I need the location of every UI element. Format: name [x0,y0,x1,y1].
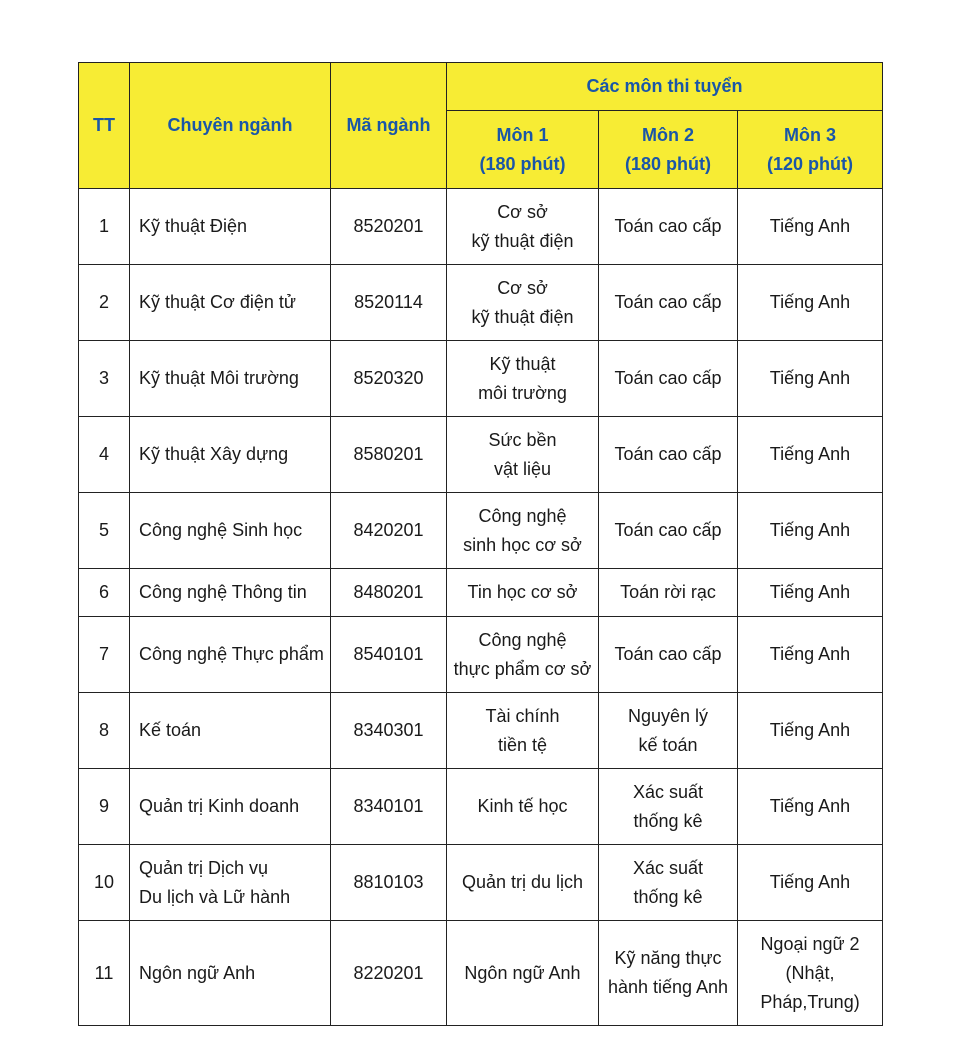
subject-1-name: Môn 1 [496,124,549,145]
cell-subject-1-line: kỹ thuật điện [471,230,574,251]
header-subject-1 [447,111,599,189]
subject-1-duration: (180 phút) [479,153,566,174]
cell-subject-3 [738,693,883,769]
cell-subject-2-line: Xác suất [632,857,704,878]
cell-subject-2-line: Toán cao cấp [614,368,722,388]
cell-code: 8340301 [331,693,447,769]
subject-3-name: Môn 3 [784,124,836,145]
cell-subject-2 [599,569,738,617]
cell-subject-2-line: hành tiếng Anh [607,977,729,997]
cell-subject-2 [599,189,738,265]
cell-subject-3-line: Tiếng Anh [769,872,851,892]
cell-subject-3 [738,921,883,1026]
cell-tt: 1 [79,189,130,265]
cell-subject-1-line: Cơ sở [497,201,548,222]
cell-specialty-line: Kỹ thuật Cơ điện tử [139,292,296,312]
cell-code: 8520114 [331,265,447,341]
cell-subject-2 [599,845,738,921]
cell-subject-2-line: Nguyên lý [627,705,709,726]
cell-subject-1-line: Tin học cơ sở [467,582,578,602]
cell-subject-3-line: (Nhật, [785,962,835,983]
cell-subject-2 [599,341,738,417]
cell-specialty-line: Công nghệ Thông tin [139,582,307,602]
cell-code: 8520320 [331,341,447,417]
header-subjects-group: Các môn thi tuyển [447,63,883,111]
cell-subject-1-line: Quản trị du lịch [461,872,584,892]
cell-specialty-line: Kế toán [139,720,202,740]
cell-subject-1-line: vật liệu [493,458,552,479]
cell-subject-1 [447,189,599,265]
cell-tt: 10 [79,845,130,921]
cell-code: 8480201 [331,569,447,617]
cell-tt: 6 [79,569,130,617]
cell-subject-1-line: Cơ sở [497,277,548,298]
cell-subject-2 [599,417,738,493]
cell-specialty-line: Kỹ thuật Điện [139,216,248,236]
cell-specialty [130,417,331,493]
table-row [79,769,883,845]
cell-subject-1 [447,265,599,341]
cell-subject-2-line: Kỹ năng thực [614,948,722,968]
cell-subject-1 [447,569,599,617]
table-row [79,341,883,417]
cell-subject-2-line: Toán cao cấp [614,644,722,664]
cell-subject-2-line: thống kê [633,886,703,907]
cell-tt: 7 [79,617,130,693]
cell-tt: 11 [79,921,130,1026]
cell-specialty-line: Kỹ thuật Xây dựng [139,444,289,464]
cell-subject-1-line: sinh học cơ sở [463,534,582,555]
header-code: Mã ngành [331,63,447,189]
cell-subject-3-line: Pháp,Trung) [760,991,860,1012]
cell-subject-2 [599,693,738,769]
cell-specialty-line: Kỹ thuật Môi trường [139,368,299,388]
cell-code: 8540101 [331,617,447,693]
table-row [79,921,883,1026]
cell-specialty-line: Ngôn ngữ Anh [139,962,256,983]
cell-tt: 9 [79,769,130,845]
cell-subject-1 [447,341,599,417]
cell-specialty-line: Du lịch và Lữ hành [139,886,291,907]
cell-tt: 3 [79,341,130,417]
subject-3-duration: (120 phút) [767,153,854,174]
cell-subject-1-line: kỹ thuật điện [471,306,574,327]
cell-subject-2 [599,921,738,1026]
cell-subject-3-line: Tiếng Anh [769,368,851,388]
cell-subject-2 [599,769,738,845]
cell-subject-2-line: Toán rời rạc [620,582,716,602]
cell-subject-1 [447,921,599,1026]
cell-subject-3 [738,417,883,493]
header-tt: TT [79,63,130,189]
cell-subject-1-line: môi trường [478,382,567,403]
cell-tt: 4 [79,417,130,493]
cell-subject-1 [447,693,599,769]
header-specialty: Chuyên ngành [130,63,331,189]
cell-subject-2-line: Toán cao cấp [614,520,722,540]
cell-code: 8340101 [331,769,447,845]
cell-subject-1-line: Kỹ thuật [489,353,556,374]
cell-subject-3-line: Tiếng Anh [769,720,851,740]
cell-code: 8580201 [331,417,447,493]
cell-subject-3 [738,845,883,921]
cell-tt: 2 [79,265,130,341]
cell-subject-2 [599,493,738,569]
cell-code: 8420201 [331,493,447,569]
cell-subject-2-line: thống kê [633,810,703,831]
cell-code: 8520201 [331,189,447,265]
cell-subject-3 [738,341,883,417]
cell-subject-1 [447,617,599,693]
cell-subject-3-line: Tiếng Anh [769,582,851,602]
table-row [79,493,883,569]
cell-subject-3-line: Tiếng Anh [769,444,851,464]
cell-specialty [130,845,331,921]
cell-subject-3-line: Tiếng Anh [769,644,851,664]
table-row [79,417,883,493]
exam-subjects-table [78,62,883,1026]
cell-subject-3 [738,265,883,341]
cell-specialty [130,693,331,769]
cell-tt: 5 [79,493,130,569]
cell-specialty [130,617,331,693]
table-row [79,693,883,769]
cell-subject-3-line: Tiếng Anh [769,216,851,236]
cell-subject-1 [447,493,599,569]
cell-subject-2-line: Xác suất [632,781,704,802]
cell-subject-2 [599,617,738,693]
cell-subject-2 [599,265,738,341]
subject-2-duration: (180 phút) [624,153,711,174]
cell-subject-3-line: Tiếng Anh [769,292,851,312]
table-body [79,189,883,1026]
cell-subject-1 [447,769,599,845]
cell-subject-1-line: Công nghệ [478,505,567,526]
cell-specialty [130,341,331,417]
header-subject-2 [599,111,738,189]
cell-subject-2-line: kế toán [638,734,698,755]
cell-subject-1-line: Kinh tế học [477,796,568,816]
table-row [79,569,883,617]
cell-tt: 8 [79,693,130,769]
cell-subject-3 [738,493,883,569]
cell-subject-1-line: Công nghệ [478,629,567,650]
cell-specialty [130,569,331,617]
cell-subject-3 [738,617,883,693]
cell-subject-1-line: thực phẩm cơ sở [453,658,592,679]
cell-subject-1 [447,845,599,921]
cell-subject-2-line: Toán cao cấp [614,292,722,312]
cell-specialty [130,769,331,845]
cell-specialty-line: Công nghệ Sinh học [139,520,303,540]
table-row [79,265,883,341]
cell-subject-1-line: tiền tệ [497,734,548,755]
header-subject-3 [738,111,883,189]
cell-subject-1-line: Ngôn ngữ Anh [464,962,581,983]
cell-specialty-line: Công nghệ Thực phẩm [139,644,324,664]
cell-specialty-line: Quản trị Kinh doanh [139,796,300,816]
cell-specialty [130,921,331,1026]
cell-specialty-line: Quản trị Dịch vụ [139,857,269,878]
cell-specialty [130,493,331,569]
cell-subject-3 [738,189,883,265]
cell-specialty [130,265,331,341]
cell-specialty [130,189,331,265]
cell-code: 8220201 [331,921,447,1026]
cell-subject-1-line: Tài chính [485,705,560,726]
cell-subject-3-line: Ngoại ngữ 2 [760,933,860,954]
cell-subject-3 [738,769,883,845]
table-row [79,189,883,265]
cell-subject-2-line: Toán cao cấp [614,444,722,464]
table-row [79,617,883,693]
cell-subject-3-line: Tiếng Anh [769,520,851,540]
cell-subject-2-line: Toán cao cấp [614,216,722,236]
cell-code: 8810103 [331,845,447,921]
cell-subject-3 [738,569,883,617]
cell-subject-1-line: Sức bền [488,429,557,450]
subject-2-name: Môn 2 [642,124,694,145]
table-header [79,63,883,189]
cell-subject-1 [447,417,599,493]
table-row [79,845,883,921]
cell-subject-3-line: Tiếng Anh [769,796,851,816]
